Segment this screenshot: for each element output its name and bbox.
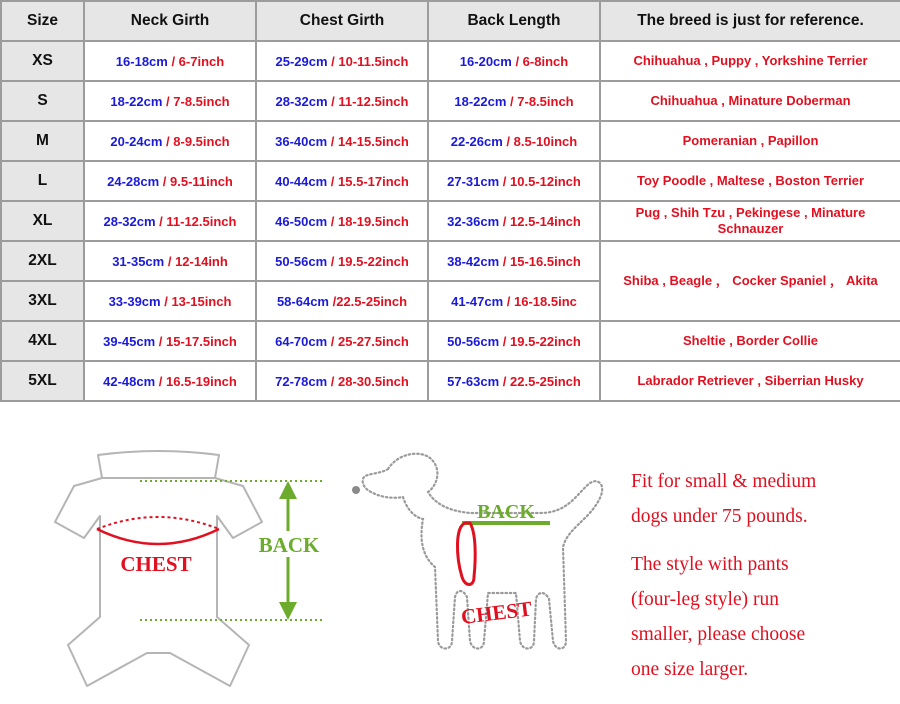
inch-value: / 15.5-17inch [327,173,409,189]
inch-value: / 15-17.5inch [155,333,237,349]
size-cell: 3XL [1,281,84,321]
chest-girth-cell [256,241,428,281]
table-row [1,201,900,241]
neck-girth-cell [84,361,256,401]
inch-value: / 7-8.5inch [162,93,230,109]
cm-value: 16-20cm [459,53,512,69]
back-length-arrow-head-up [279,481,297,499]
cm-value: 28-32cm [103,213,156,229]
inch-value: / 16.5-19inch [155,373,237,389]
inch-value: / 10.5-12inch [499,173,581,189]
size-cell: M [1,121,84,161]
back-length-cell [428,121,600,161]
cm-value: 64-70cm [275,333,328,349]
garment-collar [98,451,219,478]
breed-cell: Sheltie , Border Collie [600,321,900,361]
table-header-row [1,1,900,41]
cm-value: 41-47cm [451,293,504,309]
cm-value: 50-56cm [447,333,500,349]
pants-note-line-3: smaller, please choose [631,624,806,645]
inch-value: / 28-30.5inch [327,373,409,389]
back-length-cell [428,201,600,241]
header-back-length: Back Length [428,1,600,41]
cm-value: 18-22cm [454,93,507,109]
inch-value: / 7-8.5inch [506,93,574,109]
header-breed-reference: The breed is just for reference. [600,1,900,41]
cm-value: 72-78cm [275,373,328,389]
inch-value: / 14-15.5inch [327,133,409,149]
chest-girth-cell [256,41,428,81]
neck-girth-cell [84,41,256,81]
pants-note-line-1: The style with pants [631,554,789,575]
cm-value: 22-26cm [450,133,503,149]
garment-back-label: BACK [258,533,320,557]
inch-value: / 9.5-11inch [159,173,233,189]
inch-value: / 25-27.5inch [327,333,409,349]
cm-value: 42-48cm [103,373,156,389]
garment-body [55,478,262,686]
size-cell: XS [1,41,84,81]
size-cell: XL [1,201,84,241]
inch-value: / 6-8inch [511,53,569,69]
breed-cell: Chihuahua , Puppy , Yorkshine Terrier [600,41,900,81]
size-cell: 4XL [1,321,84,361]
table-row [1,361,900,401]
dog-nose-icon [352,486,360,494]
inch-value: / 13-15inch [160,293,232,309]
neck-girth-cell [84,201,256,241]
garment-chest-label: CHEST [120,552,192,576]
inch-value: / 19.5-22inch [327,253,409,269]
inch-value: / 10-11.5inch [327,53,409,69]
inch-value: / 6-7inch [167,53,225,69]
cm-value: 25-29cm [275,53,328,69]
neck-girth-cell [84,81,256,121]
table-row [1,81,900,121]
cm-value: 36-40cm [275,133,328,149]
cm-value: 27-31cm [447,173,500,189]
table-row [1,241,900,281]
chest-girth-cell [256,321,428,361]
back-length-cell [428,361,600,401]
table-row [1,121,900,161]
back-length-arrow-head-down [279,602,297,620]
size-cell: 2XL [1,241,84,281]
breed-cell: Toy Poodle , Maltese , Boston Terrier [600,161,900,201]
neck-girth-cell [84,121,256,161]
inch-value: / 15-16.5inch [499,253,581,269]
chest-girth-cell [256,161,428,201]
cm-value: 18-22cm [110,93,163,109]
cm-value: 46-50cm [275,213,328,229]
fit-note-line-2: dogs under 75 pounds. [631,506,808,527]
cm-value: 31-35cm [112,253,165,269]
cm-value: 39-45cm [103,333,156,349]
inch-value: / 16-18.5inc [503,293,577,309]
neck-girth-cell [84,241,256,281]
cm-value: 57-63cm [447,373,500,389]
inch-value: / 8.5-10inch [502,133,578,149]
table-row [1,161,900,201]
inch-value: / 11-12.5inch [155,213,237,229]
back-length-cell [428,161,600,201]
measurement-diagrams [0,401,900,704]
breed-cell: Pug , Shih Tzu , Pekingese , Minature Schnauzer [600,201,900,241]
header-chest-girth: Chest Girth [256,1,428,41]
back-length-cell [428,41,600,81]
inch-value: / 11-12.5inch [327,93,409,109]
back-length-cell [428,81,600,121]
inch-value: / 19.5-22inch [499,333,581,349]
inch-value: /22.5-25inch [329,293,408,309]
back-length-cell [428,281,600,321]
table-row [1,41,900,81]
back-length-cell [428,321,600,361]
chest-girth-cell [256,201,428,241]
cm-value: 38-42cm [447,253,500,269]
chest-girth-cell [256,361,428,401]
size-cell: S [1,81,84,121]
measurement-diagram-area [0,401,900,704]
cm-value: 58-64cm [276,293,329,309]
inch-value: / 22.5-25inch [499,373,581,389]
chest-girth-cell [256,81,428,121]
table-row [1,321,900,361]
breed-cell: Chihuahua , Minature Doberman [600,81,900,121]
cm-value: 24-28cm [107,173,160,189]
header-neck-girth: Neck Girth [84,1,256,41]
dog-back-label: BACK [477,501,535,523]
cm-value: 50-56cm [275,253,328,269]
neck-girth-cell [84,281,256,321]
breed-cell: Labrador Retriever , Siberrian Husky [600,361,900,401]
neck-girth-cell [84,161,256,201]
dog-chest-label: CHEST [459,596,534,629]
cm-value: 33-39cm [108,293,161,309]
chest-girth-cell [256,121,428,161]
fit-note-line-1: Fit for small & medium [631,471,817,492]
cm-value: 32-36cm [447,213,500,229]
header-size: Size [1,1,84,41]
cm-value: 28-32cm [275,93,328,109]
inch-value: / 12.5-14inch [499,213,581,229]
pants-note-line-2: (four-leg style) run [631,589,779,610]
inch-value: / 12-14inh [164,253,228,269]
breed-cell: Pomeranian , Papillon [600,121,900,161]
cm-value: 20-24cm [110,133,163,149]
breed-cell: Shiba , Beagle ， Cocker Spaniel ， Akita [600,241,900,321]
chest-girth-cell [256,281,428,321]
neck-girth-cell [84,321,256,361]
cm-value: 40-44cm [275,173,328,189]
cm-value: 16-18cm [115,53,168,69]
pants-note-line-4: one size larger. [631,659,749,680]
size-cell: 5XL [1,361,84,401]
inch-value: / 18-19.5inch [327,213,409,229]
inch-value: / 8-9.5inch [162,133,230,149]
size-cell: L [1,161,84,201]
back-length-cell [428,241,600,281]
